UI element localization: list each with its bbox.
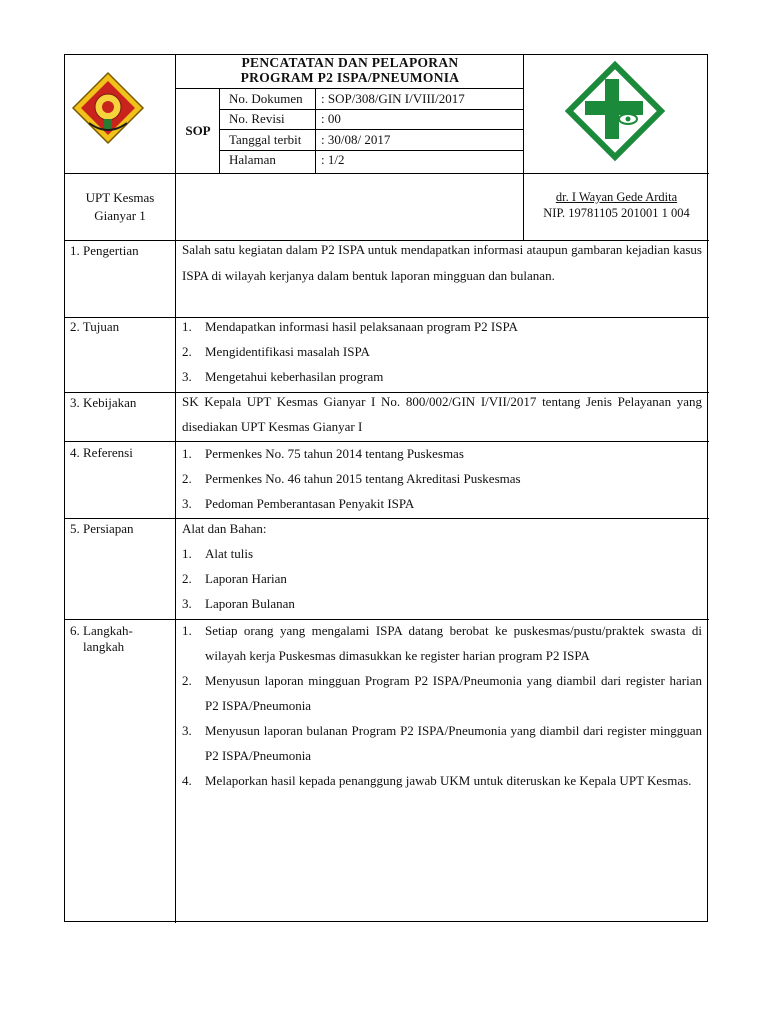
list-text: Setiap orang yang mengalami ISPA datang berobat ke puskesmas/pustu/praktek swasta di wilayah kerja Puskesmas dimasukkan ke register harian program P2 ISPA [205, 623, 702, 663]
header-right-divider [523, 55, 524, 182]
list-item [182, 541, 702, 566]
doc-row-divider [219, 129, 523, 130]
list-text: Pedoman Pemberantasan Penyakit ISPA [205, 496, 415, 511]
puskesmas-logo-icon [565, 61, 665, 171]
list-text: Menyusun laporan bulanan Program P2 ISPA/Pneumonia yang diambil dari register mingguan P2 ISPA/Pneumonia [205, 723, 702, 763]
persiapan-intro: Alat dan Bahan: [182, 521, 267, 536]
list-item [182, 364, 702, 389]
list-text: Menyusun laporan mingguan Program P2 ISPA/Pneumonia yang diambil dari register harian P2 ISPA/Pneumonia [205, 673, 702, 713]
persiapan-list [182, 541, 702, 616]
list-number: 2. [182, 673, 192, 688]
list-item [182, 314, 702, 339]
section-text-pengertian: Salah satu kegiatan dalam P2 ISPA untuk mendapatkan informasi ataupun gambaran kejadian kasus ISPA di wilayah kerjanya dalam bentuk laporan mingguan dan bulanan. [182, 242, 702, 283]
section-label-langkah: 6. Langkah- langkah [70, 623, 133, 654]
list-number: 1. [182, 623, 192, 638]
issue-date-value: : 30/08/ 2017 [321, 132, 391, 147]
header-bottom-divider [65, 173, 709, 174]
list-item [182, 466, 702, 491]
regency-emblem-icon [71, 71, 145, 145]
column-divider [175, 55, 176, 923]
list-number: 3. [182, 596, 192, 611]
section-text-kebijakan: SK Kepala UPT Kesmas Gianyar I No. 800/002/GIN I/VII/2017 tentang Jenis Pelayanan yang disediakan UPT Kesmas Gianyar I [182, 394, 702, 434]
list-number: 1. [182, 546, 192, 561]
title-divider [175, 88, 523, 89]
list-item [182, 339, 702, 364]
signatory-block [524, 189, 709, 221]
list-number: 2. [182, 471, 192, 486]
list-text: Laporan Bulanan [205, 596, 295, 611]
referensi-list [182, 441, 702, 516]
revision-value: : 00 [321, 111, 341, 126]
signatory-nip: NIP. 19781105 201001 1 004 [543, 206, 690, 220]
list-number: 1. [182, 319, 192, 334]
doc-colon-divider [315, 88, 316, 173]
langkah-list [182, 618, 702, 793]
list-item [182, 591, 702, 616]
unit-name [65, 189, 175, 225]
list-item [182, 718, 702, 768]
list-text: Alat tulis [205, 546, 254, 561]
doc-number-label: No. Dokumen [229, 91, 303, 106]
list-number: 1. [182, 446, 192, 461]
unit-line: Gianyar 1 [94, 208, 146, 223]
section-label-pengertian: 1. Pengertian [70, 243, 139, 258]
list-item [182, 566, 702, 591]
section-label-tujuan: 2. Tujuan [70, 319, 120, 334]
list-text: Mengetahui keberhasilan program [205, 369, 384, 384]
title-line: PROGRAM P2 ISPA/PNEUMONIA [240, 70, 460, 85]
list-number: 2. [182, 344, 192, 359]
sop-document [64, 54, 708, 922]
issue-date-label: Tanggal terbit [229, 132, 302, 147]
tujuan-list [182, 314, 702, 389]
section-label-persiapan: 5. Persiapan [70, 521, 134, 536]
section-label-referensi: 4. Referensi [70, 445, 133, 460]
list-text: Mengidentifikasi masalah ISPA [205, 344, 370, 359]
list-number: 4. [182, 773, 192, 788]
list-item [182, 441, 702, 466]
list-text: Laporan Harian [205, 571, 287, 586]
page-value: : 1/2 [321, 152, 345, 167]
title-line: PENCATATAN DAN PELAPORAN [241, 55, 459, 70]
doc-row-divider [219, 150, 523, 151]
sop-label: SOP [185, 123, 211, 138]
list-item [182, 618, 702, 668]
revision-label: No. Revisi [229, 111, 285, 126]
list-item [182, 668, 702, 718]
document-title [177, 55, 523, 85]
list-text: Permenkes No. 46 tahun 2015 tentang Akreditasi Puskesmas [205, 471, 521, 486]
section-label-kebijakan: 3. Kebijakan [70, 395, 137, 410]
list-number: 3. [182, 496, 192, 511]
list-item [182, 491, 702, 516]
sop-divider [219, 88, 220, 173]
signatory-name: dr. I Wayan Gede Ardita [555, 190, 678, 204]
doc-number-value: : SOP/308/GIN I/VIII/2017 [321, 91, 465, 106]
list-text: Permenkes No. 75 tahun 2014 tentang Puskesmas [205, 446, 464, 461]
list-text: Melaporkan hasil kepada penanggung jawab UKM untuk diteruskan ke Kepala UPT Kesmas. [205, 773, 692, 788]
unit-line: UPT Kesmas [85, 190, 155, 205]
page-label: Halaman [229, 152, 276, 167]
list-number: 3. [182, 723, 192, 738]
list-text: Mendapatkan informasi hasil pelaksanaan program P2 ISPA [205, 319, 518, 334]
list-item [182, 768, 702, 793]
list-number: 3. [182, 369, 192, 384]
list-number: 2. [182, 571, 192, 586]
section-divider [65, 518, 709, 519]
doc-row-divider [219, 109, 523, 110]
